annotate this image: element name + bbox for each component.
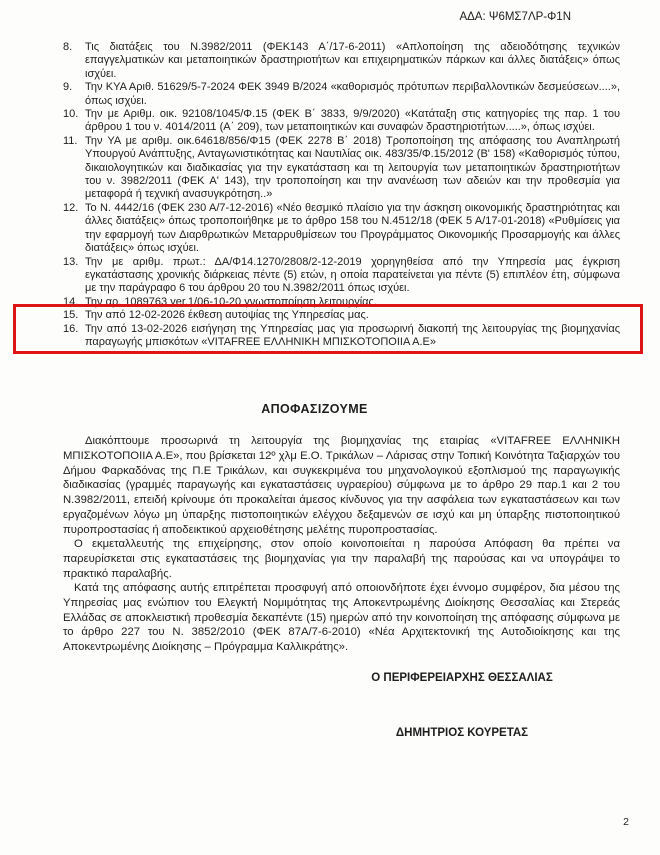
list-item-12 xyxy=(63,202,620,256)
item-number: 14. xyxy=(63,295,79,308)
page-number: 2 xyxy=(623,816,629,828)
list-item-8 xyxy=(63,41,620,81)
list-item-16 xyxy=(63,323,620,350)
item-text: Την με Αριθμ. οικ. 92108/1045/Φ.15 (ΦΕΚ Β΄ 3833, 9/9/2020) «Κατάταξη στις κατηγορίες της παρ. 1 του άρθρου 1 του ν. 4014/2011 (Α΄ 209), των μεταποιητικών και συναφών δραστηριοτήτων.....», όπως ισχύει. xyxy=(85,108,620,134)
signature-block xyxy=(334,671,590,740)
decision-paragraph-3: Κατά της απόφασης αυτής επιτρέπεται προσφυγή από οποιονδήποτε έχει έννομο συμφέρον, δια μέσου της Υπηρεσίας μας ενώπιον του Ελεγκτή Νομιμότητας της Αποκεντρωμένης Διοίκησης Θεσσαλίας και Στερεάς Ελλάδας σε αποκλειστική προθεσμία δεκαπέντε (15) ημερών από την κοινοποίηση της απόφασης σύμφωνα με το άρθρο 227 του Ν. 3852/2010 (ΦΕΚ 87Α/7-6-2010) «Νέα Αρχιτεκτονική της Αυτοδιοίκησης και της Αποκεντρωμένης Διοίκησης – Πρόγραμμα Καλλικράτης». xyxy=(63,582,620,654)
item-text: Την με αριθμ. πρωτ.: ΔΑ/Φ14.1270/2808/2-12-2019 χορηγηθείσα από την Υπηρεσία μας έγκριση εγκατάστασης χρονικής διάρκειας πέντε (5) ετών, η οποία παρατείνεται για πέντε (5) επιπλέον έτη, σύμφωνα με την παράγραφο 6 του άρθρου 20 του Ν.3982/2011 όπως ισχύει. xyxy=(85,255,620,295)
item-number: 12. xyxy=(63,201,79,214)
item-number: 11. xyxy=(63,134,78,147)
signatory-title: Ο ΠΕΡΙΦΕΡΕΙΑΡΧΗΣ ΘΕΣΣΑΛΙΑΣ xyxy=(371,671,553,684)
item-number: 10. xyxy=(63,108,79,121)
item-text: Την ΚΥΑ Αριθ. 51629/5-7-2024 ΦΕΚ 3949 Β/2024 «καθορισμός πρότυπων περιβαλλοντικών δεσμεύσεων....», όπως ισχύει. xyxy=(85,81,620,107)
document-content xyxy=(63,41,620,740)
decision-paragraph-2: Ο εκμεταλλευτής της επιχείρησης, στον οποίο κοινοποιείται η παρούσα Απόφαση θα πρέπει να παρευρίσκεται στις εγκαταστάσεις της βιομηχανίας για την παραλαβή της παρούσας και να υπογράψει το πρακτικό παραλαβής. xyxy=(63,538,620,580)
item-number: 8. xyxy=(63,41,73,53)
item-number: 9. xyxy=(63,81,73,94)
reference-list xyxy=(63,41,620,349)
item-text: Την ΥΑ με αριθμ. οικ.64618/856/Φ15 (ΦΕΚ 2278 Β΄ 2018) Τροποποίηση της απόφασης του Αναπληρωτή Υπουργού Ανάπτυξης, Ανταγωνιστικότητας και Ναυτιλίας οικ. 483/35/Φ.15/2012 (Β' 158) «Καθορισμός τύπου, δικαιολογητικών και διαδικασίας για την εγκατάσταση και τη λειτουργία των μεταποιητικών δραστηριοτήτων του ν. 3982/2011 (ΦΕΚ Α' 143), την τροποποίηση και την ανανέωση των αδειών και την προθεσμία για μεταφορά ή τεχνική ανασυγκρότηση..» xyxy=(85,134,620,201)
list-item-15 xyxy=(63,309,620,322)
list-item-10 xyxy=(63,108,620,135)
item-text: Την αρ. 1089763 ver.1/06-10-20 γνωστοποίηση λειτουργίας. xyxy=(85,295,377,308)
list-item-11 xyxy=(63,135,620,202)
item-text: Το Ν. 4442/16 (ΦΕΚ 230 Α/7-12-2016) «Νέο θεσμικό πλαίσιο για την άσκηση οικονομικής δραστηριότητας και άλλες διατάξεις» όπως τροποποιήθηκε με το άρθρο 158 του Ν.4512/18 (ΦΕΚ 5 Α/17-01-2018) «Ρυθμίσεις για την εφαρμογή των Διαρθρωτικών Μεταρρυθμίσεων του Προγράμματος Οικονομικής Προσαρμογής και άλλες διατάξεις» όπως ισχύει. xyxy=(85,201,620,255)
item-number: 13. xyxy=(63,255,79,268)
ada-code: ΑΔΑ: Ψ6ΜΣ7ΛΡ-Φ1Ν xyxy=(459,11,571,23)
highlighted-items xyxy=(63,309,620,349)
item-text: Την από 12-02-2026 έκθεση αυτοψίας της Υπηρεσίας μας. xyxy=(85,309,369,322)
decision-heading: ΑΠΟΦΑΣΙΖΟΥΜΕ xyxy=(261,402,368,417)
list-item-9 xyxy=(63,81,620,108)
decision-paragraph-1: Διακόπτουμε προσωρινά τη λειτουργία της βιομηχανίας της εταιρίας «VITAFREE ΕΛΛΗΝΙΚΗ ΜΠΙΣΚΟΤΟΠΟΙΙΑ Α.Ε», που βρίσκεται 12º χλμ Ε.Ο. Τρικάλων – Λάρισας στην Τοπική Κοινότητα Ταξιαρχών του Δήμου Φαρκαδόνας της Π.Ε Τρικάλων, και συγκεκριμένα του μηχανολογικού εξοπλισμού της παραγωγικής διαδικασίας (γραμμές παραγωγής και εγκαταστάσεις υγραερίου) σύμφωνα με το άρθρο 29 παρ.1 και 2 του Ν.3982/2011, επειδή κρίνουμε ότι προκαλείται άμεσος κίνδυνος για την ασφάλεια των εγκαταστάσεων και των εργαζομένων λόγω μη ύπαρξης πιστοποιητικών ελέγχου δεξαμενών σε ισχύ και μη ύπαρξης πιστοποιητικού πυροπροστασίας ή αποδεικτικού αρχειοθέτησης μελέτης πυροπροστασίας. xyxy=(63,435,620,536)
item-number: 16. xyxy=(63,322,79,335)
item-text: Τις διατάξεις του Ν.3982/2011 (ΦΕΚ143 Α΄/17-6-2011) «Απλοποίηση της αδειοδότησης τεχνικών επαγγελματικών και μεταποιητικών δραστηριοτήτων και επιχειρηματικών πάρκων και άλλες διατάξεις» όπως ισχύει. xyxy=(85,41,620,80)
list-item-13 xyxy=(63,256,620,296)
signatory-name: ΔΗΜΗΤΡΙΟΣ ΚΟΥΡΕΤΑΣ xyxy=(395,726,529,739)
item-text: Την από 13-02-2026 εισήγηση της Υπηρεσίας μας για προσωρινή διακοπή της λειτουργίας της βιομηχανίας παραγωγής μπισκότων «VITAFREE ΕΛΛΗΝΙΚΗ ΜΠΙΣΚΟΤΟΠΟΙΙΑ Α.Ε» xyxy=(85,322,620,348)
list-item-14 xyxy=(63,296,620,309)
item-number: 15. xyxy=(63,309,79,322)
